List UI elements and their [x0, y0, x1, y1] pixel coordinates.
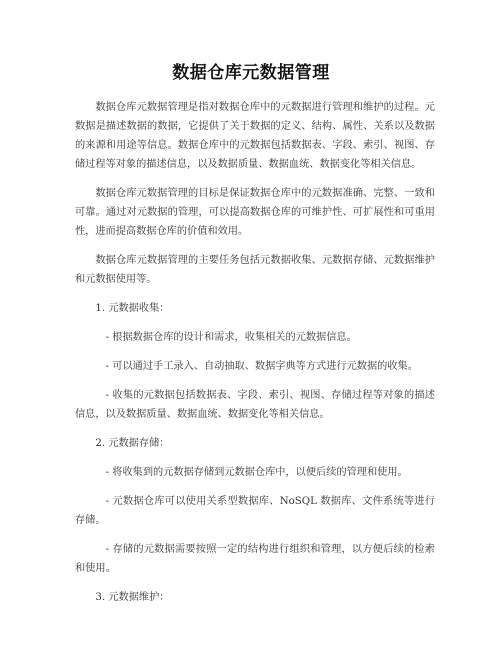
storage-bullet: - 将收集到的元数据存储到元数据仓库中，以便后续的管理和使用。 — [105, 467, 408, 478]
document-title: 数据仓库元数据管理 — [172, 63, 330, 83]
storage-bullet: - 元数据仓库可以使用关系型数据库、NoSQL 数据库、文件系统等进行存储。 — [75, 496, 435, 526]
intro-paragraph: 数据仓库元数据管理是指对数据仓库中的元数据进行管理和维护的过程。元数据是描述数据的数据，它提供了关于数据的定义、结构、属性、关系以及数据的来源和用途等信息。数据仓库中的元数据包括数据表、字段、索引、视图、存储过程等对象的描述信息，以及数据质量、数据血统、数据变化等相关信息。 — [75, 102, 435, 170]
section-heading-storage: 2. 元数据存储： — [95, 438, 170, 449]
section-heading-maintenance: 3. 元数据维护： — [95, 592, 170, 603]
storage-bullet: - 存储的元数据需要按照一定的结构进行组织和管理，以方便后续的检索和使用。 — [75, 544, 435, 574]
collection-bullet: - 可以通过手工录入、自动抽取、数据字典等方式进行元数据的收集。 — [105, 361, 418, 372]
collection-bullet: - 根据数据仓库的设计和需求，收集相关的元数据信息。 — [105, 332, 357, 343]
collection-bullet: - 收集的元数据包括数据表、字段、索引、视图、存储过程等对象的描述信息，以及数据质量、数据血统、数据变化等相关信息。 — [75, 390, 435, 420]
goal-paragraph: 数据仓库元数据管理的目标是保证数据仓库中的元数据准确、完整、一致和可靠。通过对元数据的管理，可以提高数据仓库的可维护性、可扩展性和可重用性，进而提高数据仓库的价值和效用。 — [75, 188, 435, 237]
tasks-paragraph: 数据仓库元数据管理的主要任务包括元数据收集、元数据存储、元数据维护和元数据使用等。 — [75, 255, 435, 285]
section-heading-collection: 1. 元数据收集： — [95, 303, 170, 314]
document-body — [75, 98, 435, 617]
